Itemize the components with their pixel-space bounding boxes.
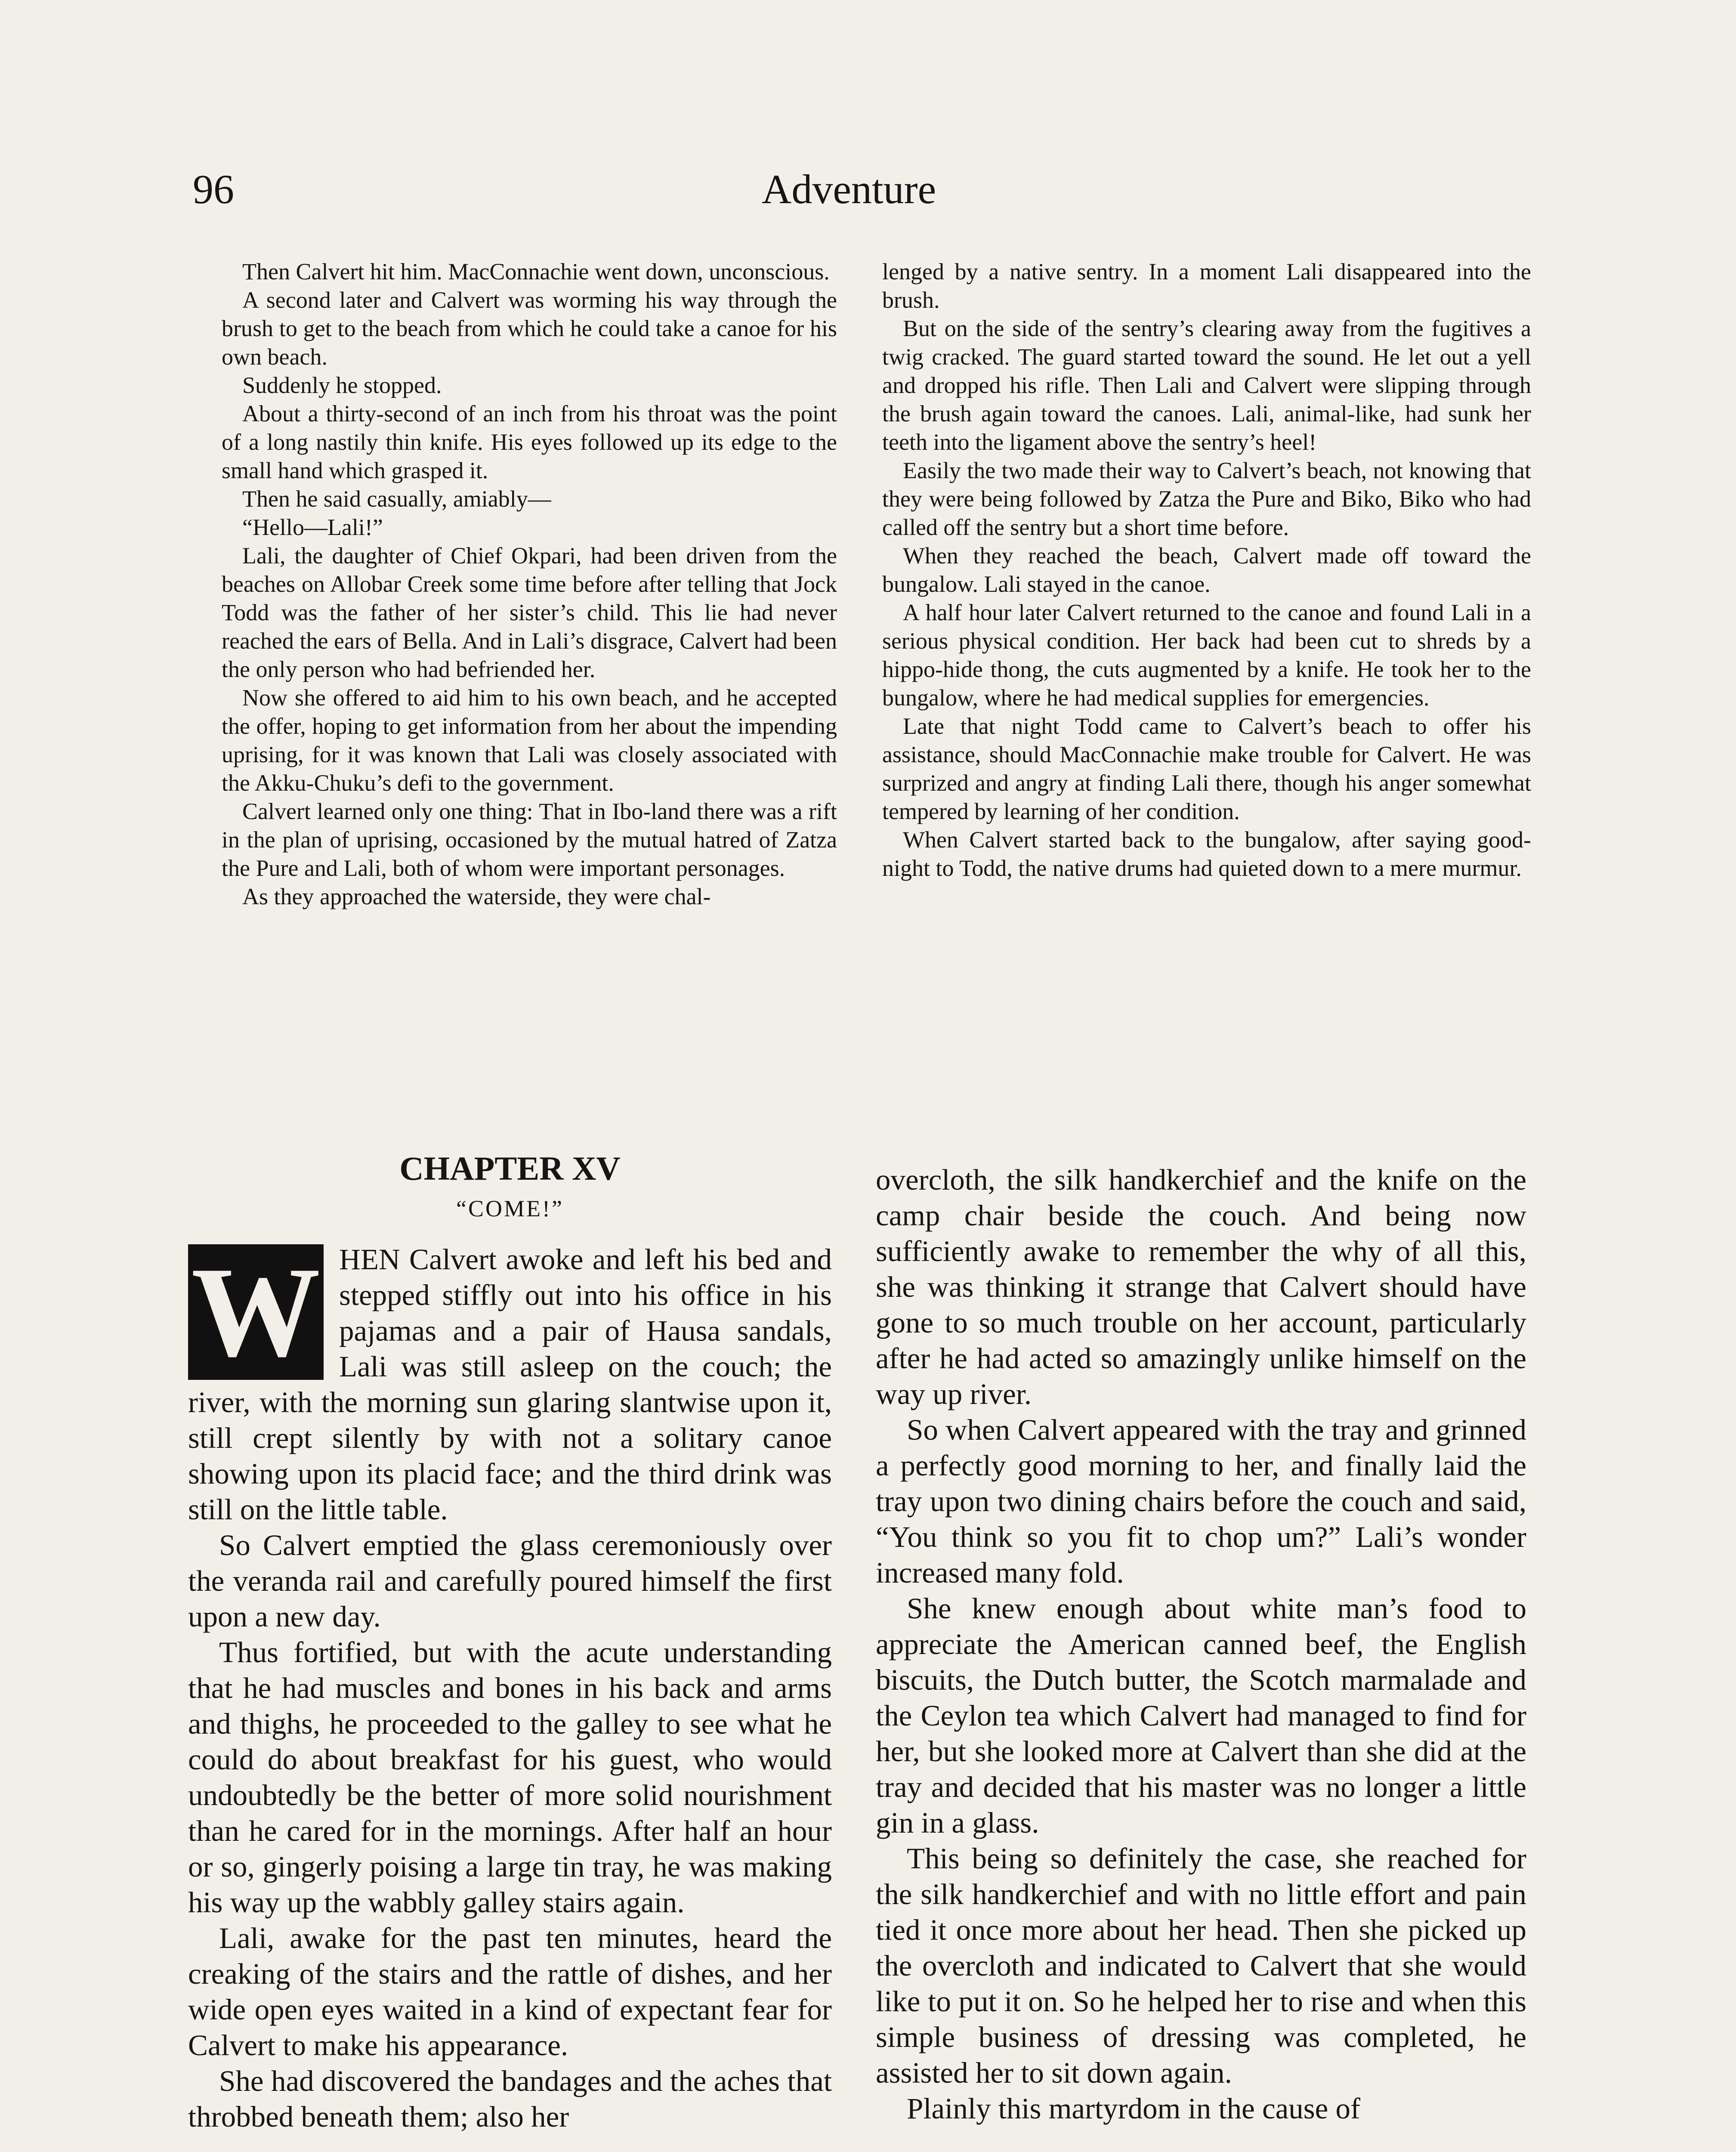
paragraph: But on the side of the sentry’s clearing away from the fugitives a twig cracked. The guard started toward the sound. He let out a yell and dropped his rifle. Then Lali and Calvert were slipping through the brush again toward the canoes. Lali, animal-like, had sunk her teeth into the ligament above the sentry’s heel!: [882, 315, 1531, 455]
paragraph: Now she offered to aid him to his own beach, and he accepted the offer, hoping to get information from her about the impending uprising, for it was known that Lali was closely associated with the Akku-Chuku’s defi to the government.: [222, 685, 837, 796]
paragraph: A second later and Calvert was worming his way through the brush to get to the beach from which he could take a canoe for his own beach.: [222, 287, 837, 370]
paragraph: “Hello—Lali!”: [242, 514, 383, 540]
paragraph: Lali, the daughter of Chief Okpari, had been driven from the beaches on Allobar Creek some time before after telling that Jock Todd was the father of her sister’s child. This lie had never reached the ears of Bella. And in Lali’s disgrace, Calvert had been the only person who had befriended her.: [222, 543, 837, 682]
paragraph: When Calvert started back to the bungalow, after saying good-night to Todd, the native drums had quieted down to a mere murmur.: [882, 827, 1531, 881]
running-head: Adventure: [762, 166, 936, 212]
paragraph: Lali, awake for the past ten minutes, heard the creaking of the stairs and the rattle of dishes, and her wide open eyes waited in a kind of expectant fear for Calvert to make his appearance.: [188, 1922, 832, 2062]
paragraph: So Calvert emptied the glass ceremoniously over the veranda rail and carefully poured himself the first upon a new day.: [188, 1529, 832, 1633]
opening-text: HEN Calvert awoke and left his bed and stepped stiffly out into his office in his pajamas and a pair of Hausa sandals, Lali was still asleep on the couch; the river, with the morning sun glaring slantwise upon it, still crept silently by with not a solitary canoe showing upon its placid face; and the third drink was still on the little table.: [188, 1243, 832, 1526]
page-number: 96: [193, 166, 234, 212]
chapter-title: CHAPTER XV: [399, 1150, 621, 1187]
synopsis-right-column: [882, 257, 1531, 882]
paragraph: She had discovered the bandages and the aches that throbbed beneath them; also her: [188, 2065, 832, 2133]
paragraph: Suddenly he stopped.: [242, 372, 442, 398]
paragraph: A half hour later Calvert returned to the canoe and found Lali in a serious physical condition. Her back had been cut to shreds by a hippo-hide thong, the cuts augmented by a knife. He took her to the bungalow, where he had medical supplies for emergencies.: [882, 600, 1531, 711]
chapter-subtitle: “COME!”: [456, 1196, 564, 1221]
paragraph-continued: lenged by a native sentry. In a moment Lali disappeared into the brush.: [882, 259, 1531, 313]
chapter-opening-paragraph: [188, 1242, 832, 1527]
chapter-right-column: [876, 1162, 1526, 2127]
chapter-left-column: [188, 1147, 832, 2135]
paragraph: Then he said casually, amiably—: [242, 486, 551, 512]
paragraph: So when Calvert appeared with the tray and grinned a perfectly good morning to her, and finally laid the tray upon two dining chairs before the couch and said, “You think so you fit to chop um?” Lali’s wonder increased many fold.: [876, 1413, 1526, 1589]
paragraph: Calvert learned only one thing: That in Ibo-land there was a rift in the plan of uprising, occasioned by the mutual hatred of Zatza the Pure and Lali, both of whom were important personages.: [222, 798, 837, 881]
paragraph: Late that night Todd came to Calvert’s beach to offer his assistance, should MacConnachie make trouble for Calvert. He was surprized and angry at finding Lali there, though his anger somewhat tempered by learning of her condition.: [882, 713, 1531, 824]
paragraph: Plainly this martyrdom in the cause of: [907, 2092, 1360, 2125]
paragraph: When they reached the beach, Calvert made off toward the bungalow. Lali stayed in the canoe.: [882, 543, 1531, 597]
paragraph-continued: overcloth, the silk handkerchief and the knife on the camp chair beside the couch. And being now sufficiently awake to remember the why of all this, she was thinking it strange that Calvert should have gone to so much trouble on her account, particularly after he had acted so amazingly unlike himself on the way up river.: [876, 1163, 1526, 1410]
paragraph: As they approached the waterside, they were chal-: [242, 884, 711, 909]
paragraph: About a thirty-second of an inch from his throat was the point of a long nastily thin knife. His eyes followed up its edge to the small hand which grasped it.: [222, 401, 837, 483]
drop-cap: W: [188, 1244, 324, 1380]
paragraph: Then Calvert hit him. MacConnachie went down, unconscious.: [242, 259, 830, 284]
paragraph: This being so definitely the case, she reached for the silk handkerchief and with no little effort and pain tied it once more about her head. Then she picked up the overcloth and indicated to Calvert that she would like to put it on. So he helped her to rise and when this simple business of dressing was completed, he assisted her to sit down again.: [876, 1842, 1526, 2089]
synopsis-left-column: [222, 257, 837, 911]
paragraph: She knew enough about white man’s food to appreciate the American canned beef, the English biscuits, the Dutch butter, the Scotch marmalade and the Ceylon tea which Calvert had managed to find for her, but she looked more at Calvert than she did at the tray and decided that his master was no longer a little gin in a glass.: [876, 1592, 1526, 1839]
paragraph: Easily the two made their way to Calvert’s beach, not knowing that they were being followed by Zatza the Pure and Biko, Biko who had called off the sentry but a short time before.: [882, 458, 1531, 540]
paragraph: Thus fortified, but with the acute understanding that he had muscles and bones in his back and arms and thighs, he proceeded to the galley to see what he could do about breakfast for his guest, who would undoubtedly be the better of more solid nourishment than he cared for in the mornings. After half an hour or so, gingerly poising a large tin tray, he was making his way up the wabbly galley stairs again.: [188, 1636, 832, 1919]
